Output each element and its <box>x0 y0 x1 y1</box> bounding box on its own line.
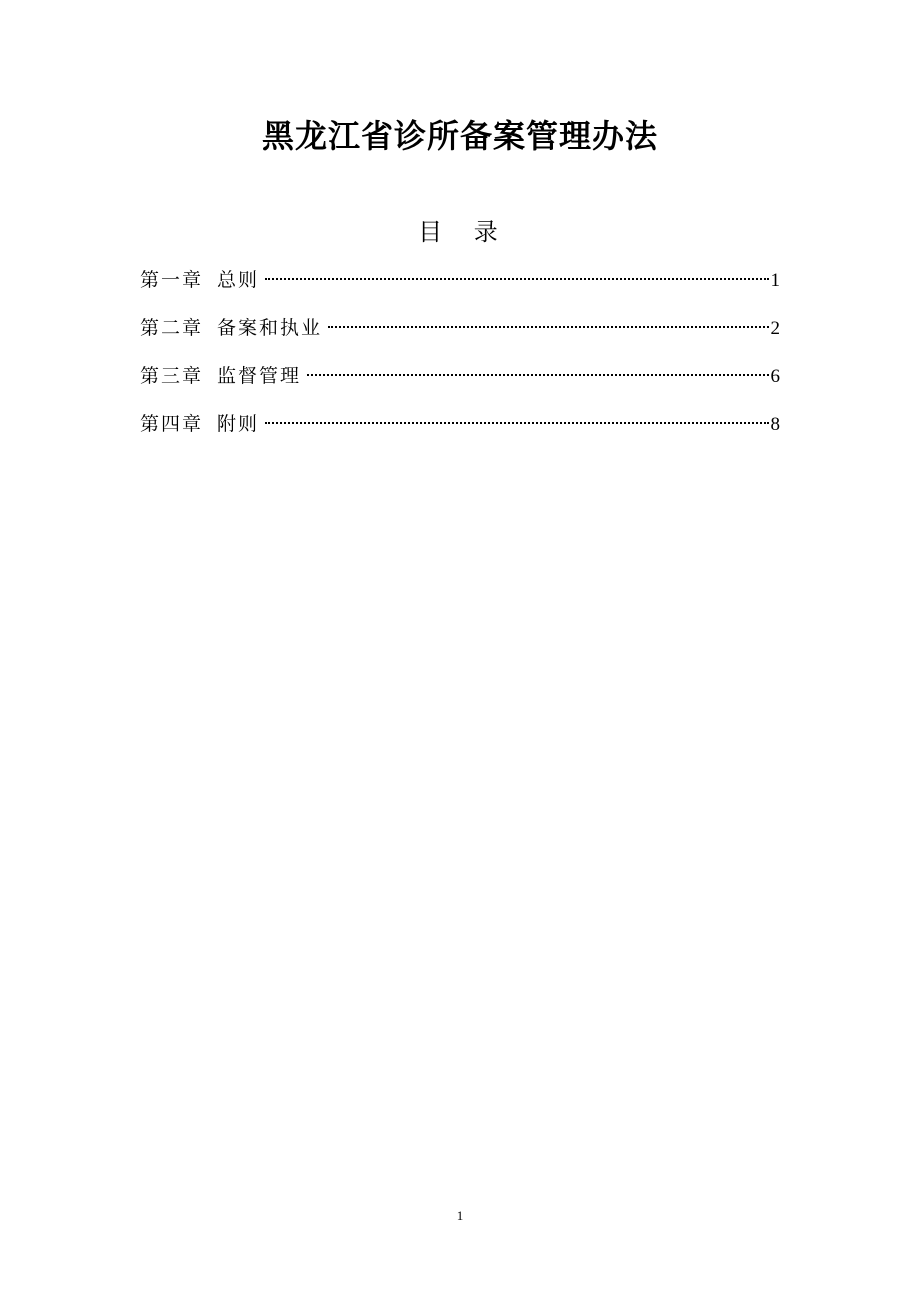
toc-chapter-number: 第二章 <box>140 317 204 339</box>
toc-chapter-number: 第一章 <box>140 269 204 291</box>
document-title: 黑龙江省诊所备案管理办法 <box>261 117 658 155</box>
toc-dot-leader <box>265 422 768 424</box>
toc-entry-chapter-1[interactable] <box>140 264 780 312</box>
toc-chapter-number: 第四章 <box>140 413 204 435</box>
toc-entry-chapter-2[interactable] <box>140 312 780 360</box>
toc-chapter-name: 附则 <box>217 413 260 435</box>
table-of-contents <box>140 264 780 456</box>
toc-chapter-name: 总则 <box>217 269 260 291</box>
toc-chapter-name: 监督管理 <box>217 365 302 387</box>
toc-dot-leader <box>265 278 768 280</box>
toc-entry-chapter-3[interactable] <box>140 360 780 408</box>
toc-chapter-name: 备案和执业 <box>217 317 323 339</box>
toc-page-number: 1 <box>770 270 780 291</box>
toc-entry-chapter-4[interactable] <box>140 408 780 456</box>
footer-page-number: 1 <box>456 1208 464 1223</box>
toc-page-number: 6 <box>770 366 780 387</box>
toc-chapter-number: 第三章 <box>140 365 204 387</box>
toc-dot-leader <box>307 374 768 376</box>
toc-heading: 目 录 <box>418 218 510 246</box>
toc-dot-leader <box>328 326 768 328</box>
toc-page-number: 8 <box>770 414 780 435</box>
toc-page-number: 2 <box>770 318 780 339</box>
